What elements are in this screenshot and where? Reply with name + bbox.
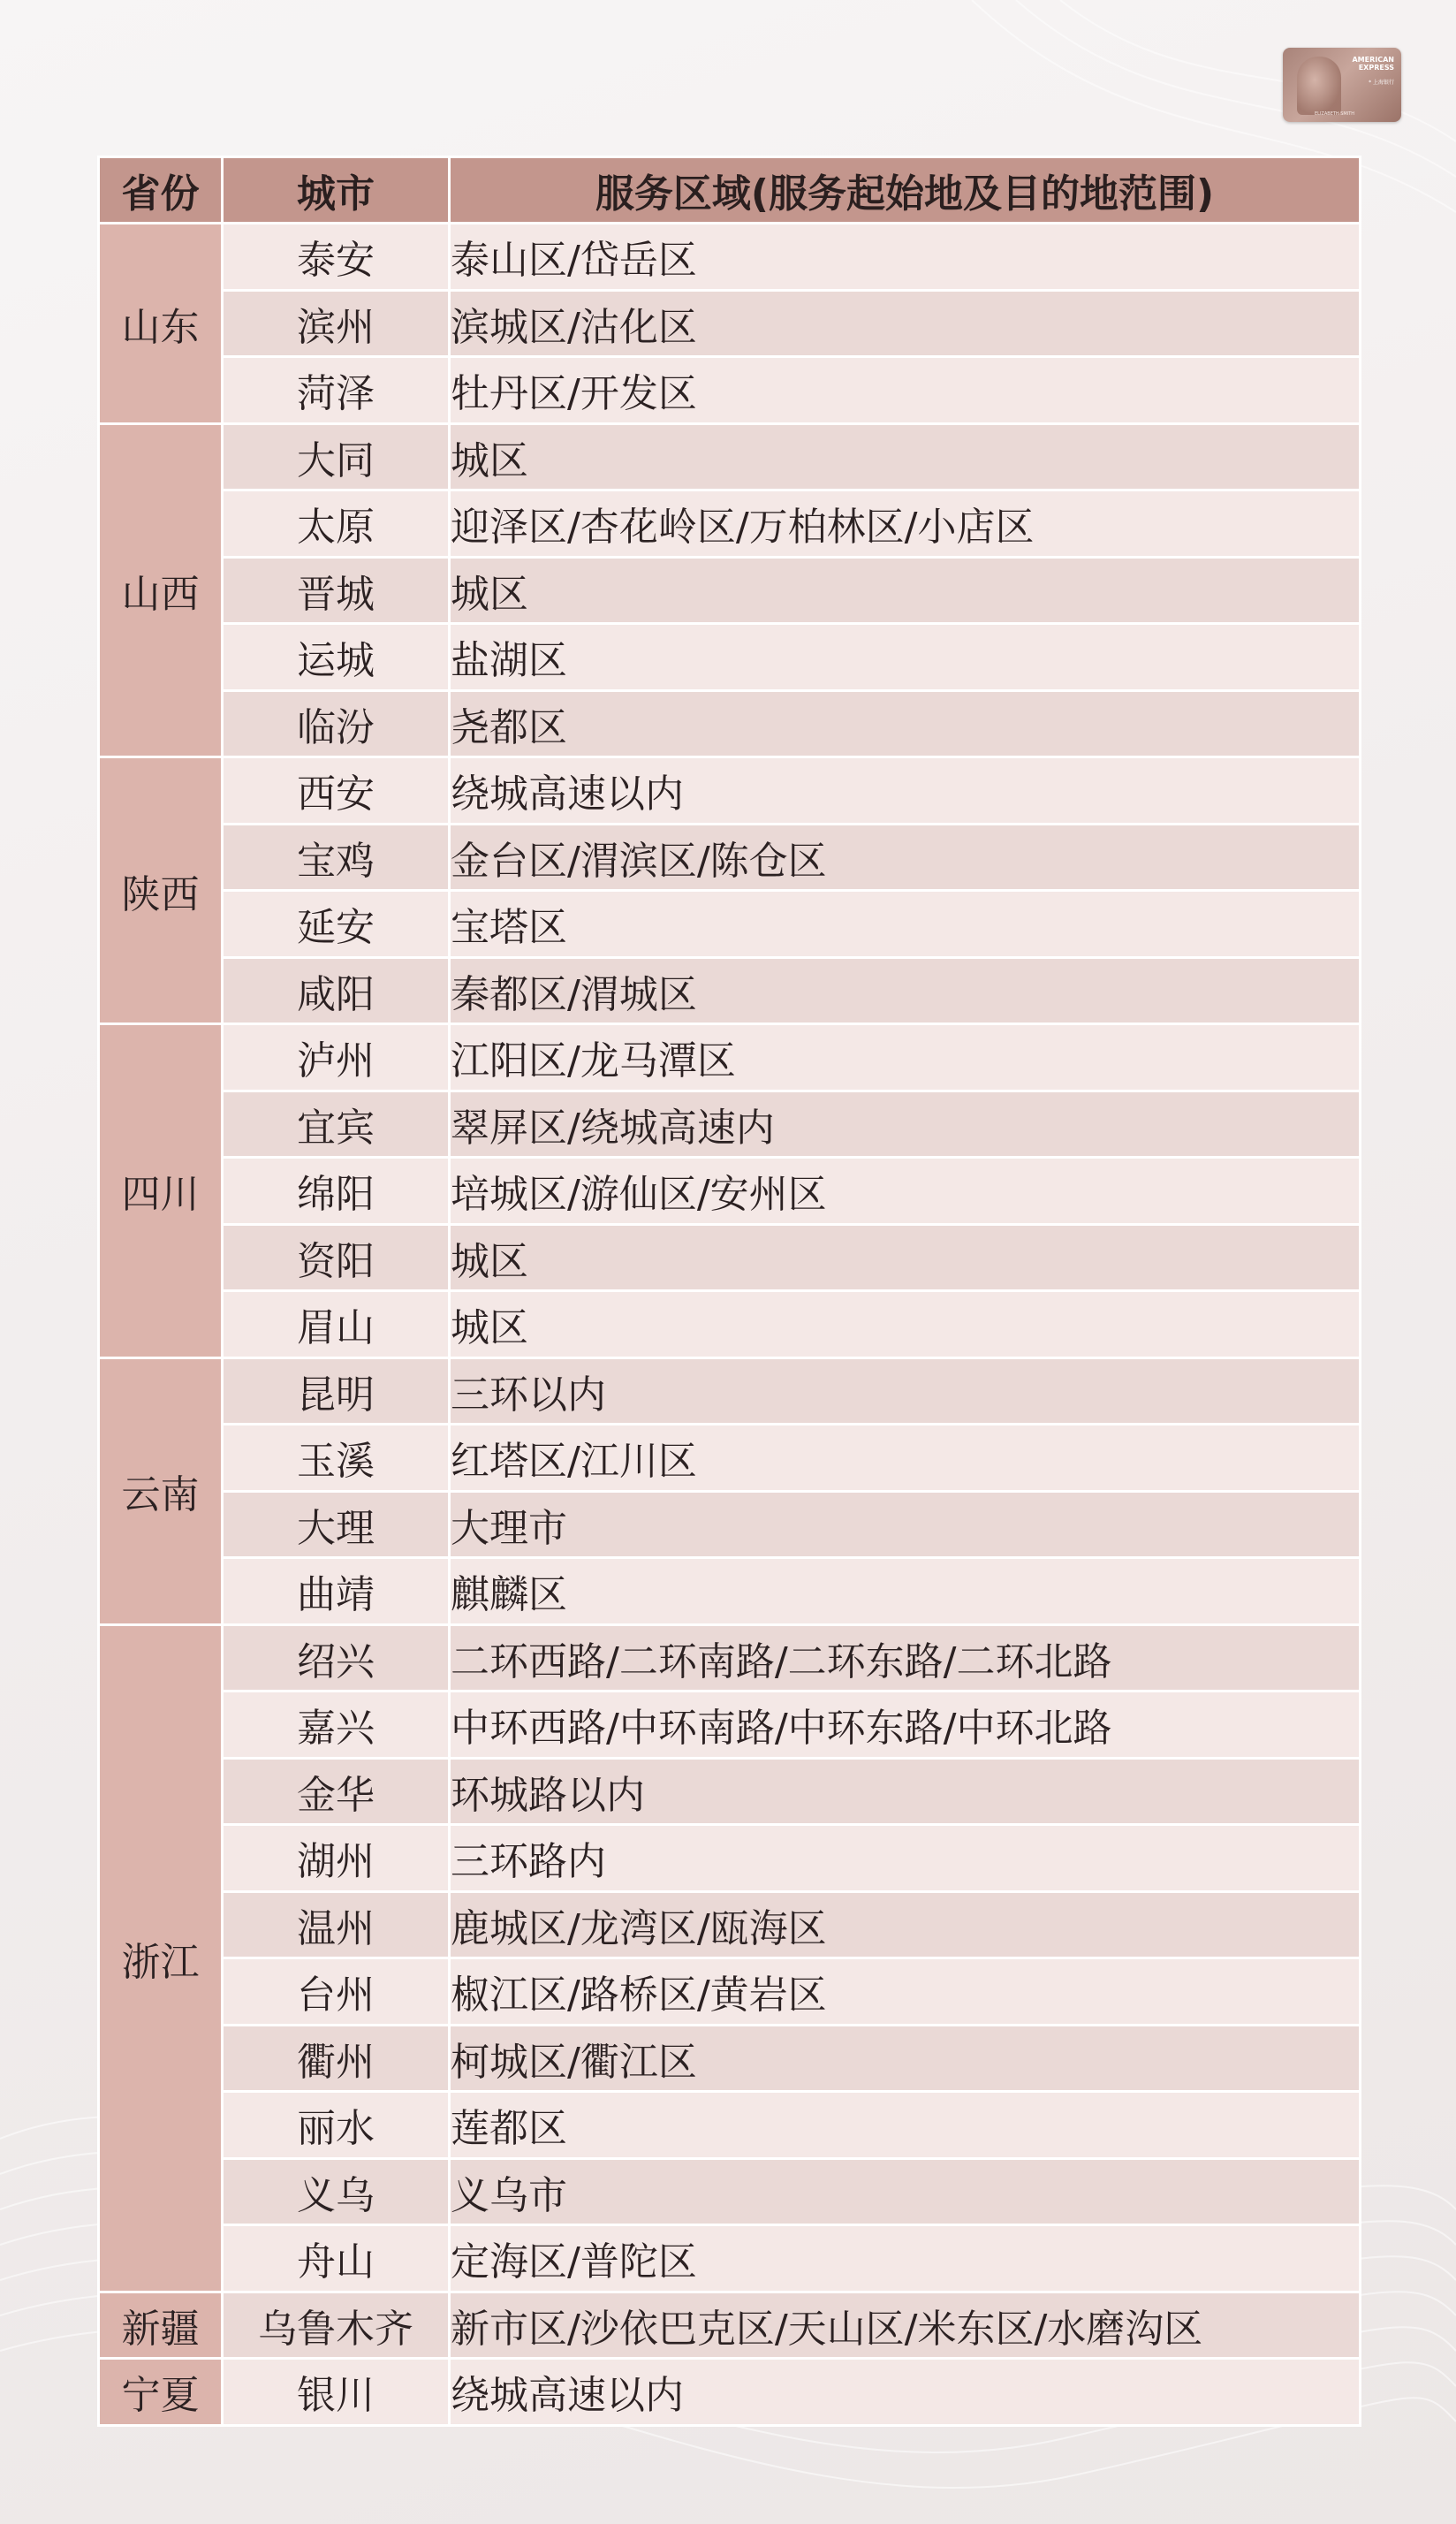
service-area-cell: 环城路以内 [450,1758,1361,1825]
city-cell: 昆明 [223,1357,450,1425]
service-area-cell: 秦都区/渭城区 [450,957,1361,1024]
city-cell: 丽水 [223,2092,450,2159]
service-area-cell: 尧都区 [450,690,1361,757]
credit-card-logo [1283,48,1401,122]
city-cell: 舟山 [223,2225,450,2292]
table-row [99,1758,1361,1825]
province-cell: 新疆 [99,2292,223,2359]
service-area-cell: 滨城区/沽化区 [450,290,1361,357]
city-cell: 菏泽 [223,357,450,424]
city-cell: 资阳 [223,1224,450,1291]
table-row [99,2025,1361,2092]
brand-line-1: AMERICAN [1352,56,1394,64]
service-area-cell: 麒麟区 [450,1558,1361,1625]
city-cell: 宜宾 [223,1091,450,1158]
service-area-cell: 三环以内 [450,1357,1361,1425]
table-row [99,2359,1361,2426]
province-cell: 山西 [99,423,223,757]
table-row [99,2092,1361,2159]
city-cell: 义乌 [223,2158,450,2225]
city-cell: 银川 [223,2359,450,2426]
service-area-cell: 江阳区/龙马潭区 [450,1024,1361,1091]
service-area-cell: 迎泽区/杏花岭区/万柏林区/小店区 [450,490,1361,558]
service-area-cell: 翠屏区/绕城高速内 [450,1091,1361,1158]
table-row [99,1692,1361,1759]
service-area-cell: 泰山区/岱岳区 [450,224,1361,291]
province-cell: 陕西 [99,757,223,1024]
table-row [99,557,1361,624]
city-cell: 泸州 [223,1024,450,1091]
service-area-cell: 椒江区/路桥区/黄岩区 [450,1958,1361,2026]
table-row [99,1357,1361,1425]
header-service-area: 服务区域(服务起始地及目的地范围) [450,157,1361,224]
table-row [99,2225,1361,2292]
city-cell: 金华 [223,1758,450,1825]
table-row [99,1224,1361,1291]
table-row [99,1091,1361,1158]
table-row [99,290,1361,357]
service-area-cell: 绕城高速以内 [450,757,1361,825]
province-cell: 浙江 [99,1624,223,2292]
table-row [99,757,1361,825]
table-row [99,1291,1361,1358]
province-cell: 山东 [99,224,223,424]
table-row [99,1825,1361,1892]
table-row [99,2158,1361,2225]
service-area-cell: 莲都区 [450,2092,1361,2159]
province-cell: 云南 [99,1357,223,1624]
table-row [99,891,1361,958]
city-cell: 温州 [223,1891,450,1958]
city-cell: 临汾 [223,690,450,757]
table-row [99,423,1361,490]
city-cell: 大同 [223,423,450,490]
city-cell: 曲靖 [223,1558,450,1625]
service-area-cell: 宝塔区 [450,891,1361,958]
city-cell: 运城 [223,624,450,691]
table-row [99,624,1361,691]
service-area-cell: 城区 [450,1291,1361,1358]
centurion-portrait-icon [1297,57,1341,115]
table-row [99,2292,1361,2359]
table-row [99,1958,1361,2026]
service-area-cell: 绕城高速以内 [450,2359,1361,2426]
service-area-cell: 新市区/沙依巴克区/天山区/米东区/水磨沟区 [450,2292,1361,2359]
city-cell: 咸阳 [223,957,450,1024]
city-cell: 乌鲁木齐 [223,2292,450,2359]
service-area-cell: 城区 [450,1224,1361,1291]
province-cell: 宁夏 [99,2359,223,2426]
header-province: 省份 [99,157,223,224]
service-area-cell: 定海区/普陀区 [450,2225,1361,2292]
table-header-row [99,157,1361,224]
city-cell: 延安 [223,891,450,958]
city-cell: 玉溪 [223,1425,450,1492]
service-area-cell: 中环西路/中环南路/中环东路/中环北路 [450,1692,1361,1759]
service-area-cell: 二环西路/二环南路/二环东路/二环北路 [450,1624,1361,1692]
service-area-cell: 金台区/渭滨区/陈仓区 [450,824,1361,891]
city-cell: 大理 [223,1491,450,1558]
city-cell: 衢州 [223,2025,450,2092]
service-area-cell: 鹿城区/龙湾区/瓯海区 [450,1891,1361,1958]
service-area-cell: 培城区/游仙区/安州区 [450,1158,1361,1225]
service-area-cell: 牡丹区/开发区 [450,357,1361,424]
table-row [99,224,1361,291]
city-cell: 西安 [223,757,450,825]
bank-logo-text: * 上海银行 [1369,80,1394,86]
city-cell: 太原 [223,490,450,558]
table-row [99,1425,1361,1492]
city-cell: 台州 [223,1958,450,2026]
header-city: 城市 [223,157,450,224]
table-row [99,1624,1361,1692]
table-row [99,690,1361,757]
table-row [99,357,1361,424]
city-cell: 眉山 [223,1291,450,1358]
service-area-cell: 大理市 [450,1491,1361,1558]
table-row [99,1558,1361,1625]
service-area-cell: 三环路内 [450,1825,1361,1892]
city-cell: 泰安 [223,224,450,291]
city-cell: 绍兴 [223,1624,450,1692]
service-area-cell: 城区 [450,423,1361,490]
city-cell: 晋城 [223,557,450,624]
table-row [99,957,1361,1024]
table-row [99,1491,1361,1558]
city-cell: 绵阳 [223,1158,450,1225]
table-row [99,1158,1361,1225]
service-area-cell: 柯城区/衢江区 [450,2025,1361,2092]
service-area-cell: 红塔区/江川区 [450,1425,1361,1492]
city-cell: 滨州 [223,290,450,357]
table-row [99,1024,1361,1091]
card-holder-name: ELIZABETH SMITH [1315,111,1355,117]
service-area-cell: 盐湖区 [450,624,1361,691]
table-row [99,490,1361,558]
table-row [99,824,1361,891]
city-cell: 嘉兴 [223,1692,450,1759]
city-cell: 湖州 [223,1825,450,1892]
service-region-table [97,156,1361,2427]
amex-brand-mark [1346,56,1394,72]
province-cell: 四川 [99,1024,223,1358]
service-area-cell: 城区 [450,557,1361,624]
table-body [99,224,1361,2426]
city-cell: 宝鸡 [223,824,450,891]
brand-line-2: EXPRESS [1358,64,1394,72]
service-area-cell: 义乌市 [450,2158,1361,2225]
table-row [99,1891,1361,1958]
